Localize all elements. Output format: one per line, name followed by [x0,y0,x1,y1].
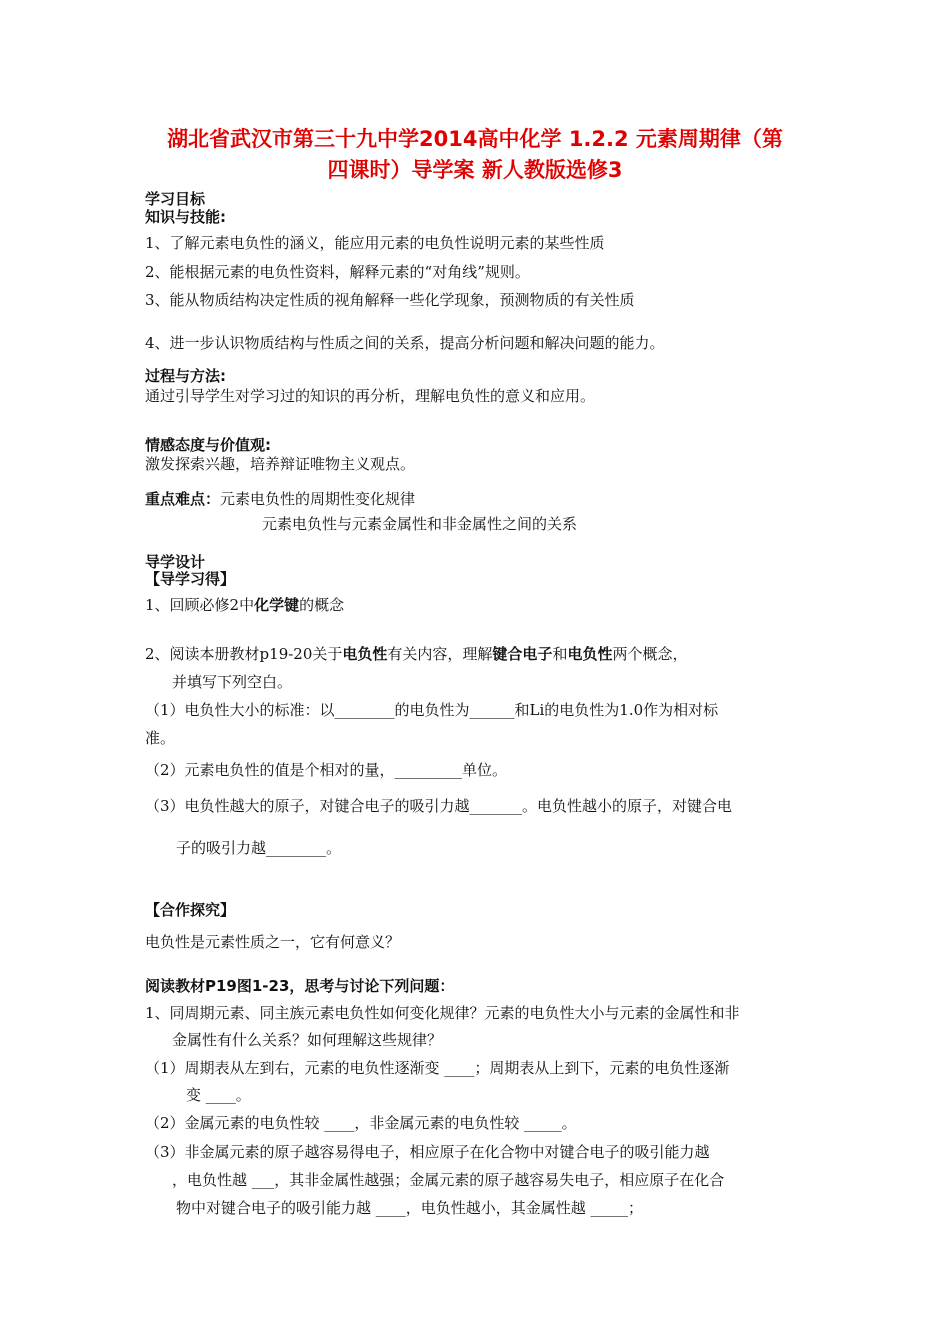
key-points-heading: 重点难点： [145,490,221,508]
blank-3-line-2: 子的吸引力越________。 [176,839,342,857]
process-heading: 过程与方法: [145,367,226,385]
q2-part-g: 两个概念， [612,645,688,663]
explore-sub-3-line-2: ，电负性越 ___，其非金属性越强；金属元素的原子越容易失电子，相应原子在化合 [172,1171,725,1189]
q1-suffix: 的概念 [299,596,345,614]
blank-2: （2）元素电负性的值是个相对的量，_________单位。 [145,761,508,779]
objective-item-4: 4、进一步认识物质结构与性质之间的关系，提高分析问题和解决问题的能力。 [145,334,665,352]
explore-sub-1-line-1: （1）周期表从左到右，元素的电负性逐渐变 ____；周期表从上到下，元素的电负性逐渐 [145,1059,730,1077]
q2-part-a: 2、阅读本册教材p19-20关于 [145,645,343,663]
q2-keyword-electronegativity-2: 电负性 [567,645,613,663]
q1-prefix: 1、回顾必修2中 [145,596,255,614]
blank-3-line-1: （3）电负性越大的原子，对键合电子的吸引力越_______。电负性越小的原子，对键合电 [145,797,733,815]
explore-sub-3-line-3: 物中对键合电子的吸引能力越 ____，电负性越小，其金属性越 _____； [176,1199,644,1217]
key-point-1: 元素电负性的周期性变化规律 [220,490,416,508]
q2-part-c: 有关内容，理解 [387,645,493,663]
q2-keyword-electronegativity: 电负性 [342,645,388,663]
knowledge-heading: 知识与技能: [145,208,226,226]
objectives-heading: 学习目标 [145,190,206,208]
design-question-2 [145,644,687,664]
document-title-line-2: 四课时）导学案 新人教版选修3 [327,158,623,182]
explore-q1-line-2: 金属性有什么关系？如何理解这些规律？ [172,1031,443,1049]
key-point-2: 元素电负性与元素金属性和非金属性之间的关系 [262,515,578,533]
objective-item-2: 2、能根据元素的电负性资料，解释元素的“对角线”规则。 [145,263,530,281]
explore-sub-1-line-2: 变 ____。 [186,1086,251,1104]
blank-1-line-2: 准。 [145,729,176,747]
key-points-line-1 [145,489,415,509]
explore-sub-2: （2）金属元素的电负性较 ____，非金属元素的电负性较 _____。 [145,1114,577,1132]
emotion-heading: 情感态度与价值观: [145,436,271,454]
process-text: 通过引导学生对学习过的知识的再分析，理解电负性的意义和应用。 [145,387,596,405]
q2-part-e: 和 [552,645,568,663]
document-title-line-1: 湖北省武汉市第三十九中学2014高中化学 1.2.2 元素周期律（第 [167,127,783,151]
design-heading: 导学设计 [145,553,206,571]
explore-sub-3-line-1: （3）非金属元素的原子越容易得电子，相应原子在化合物中对键合电子的吸引能力越 [145,1143,710,1161]
explore-heading: 【合作探究】 [145,901,236,919]
explore-question: 电负性是元素性质之一，它有何意义？ [145,933,401,951]
explore-q1-line-1: 1、同周期元素、同主族元素电负性如何变化规律？元素的电负性大小与元素的金属性和非 [145,1004,740,1022]
objective-item-1: 1、了解元素电负性的涵义，能应用元素的电负性说明元素的某些性质 [145,234,605,252]
q1-keyword: 化学键 [254,596,300,614]
objective-item-3: 3、能从物质结构决定性质的视角解释一些化学现象，预测物质的有关性质 [145,291,635,309]
emotion-text: 激发探索兴趣，培养辩证唯物主义观点。 [145,455,416,473]
blank-1-line-1: （1）电负性大小的标准：以________的电负性为______和Li的电负性为1.0作为相对标 [145,701,719,719]
read-heading: 阅读教材P19图1-23，思考与讨论下列问题： [145,977,455,995]
design-question-1 [145,595,344,615]
design-question-2-line-2: 并填写下列空白。 [172,673,293,691]
q2-keyword-bonding-electron: 键合电子 [492,645,553,663]
design-subheading: 【导学习得】 [145,570,236,588]
